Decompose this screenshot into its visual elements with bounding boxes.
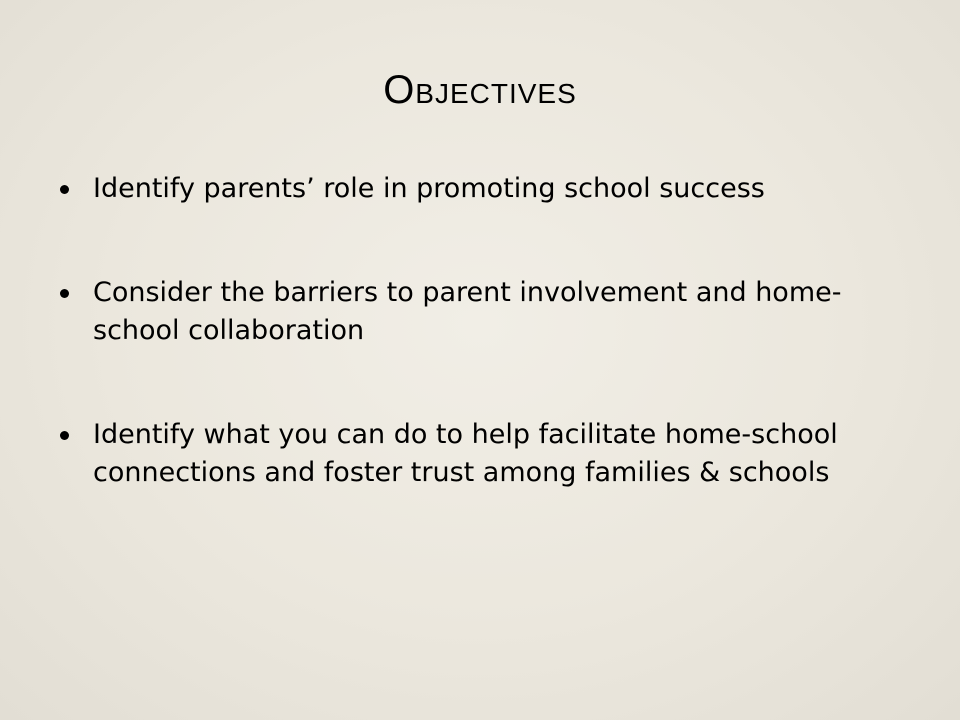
bullet-text: Identify parents’ role in promoting school success — [93, 173, 765, 204]
bullet-dot-icon — [60, 185, 69, 194]
bullet-list — [60, 170, 880, 492]
bullet-dot-icon — [60, 289, 69, 298]
bullet-item — [60, 274, 880, 350]
bullet-dot-icon — [60, 431, 69, 440]
bullet-item — [60, 416, 880, 492]
slide-title: Objectives — [383, 68, 577, 112]
bullet-text: Consider the barriers to parent involvement and home-school collaboration — [93, 277, 842, 346]
bullet-text: Identify what you can do to help facilitate home-school connections and foster trust among families & schools — [93, 419, 838, 488]
bullet-item — [60, 170, 880, 208]
